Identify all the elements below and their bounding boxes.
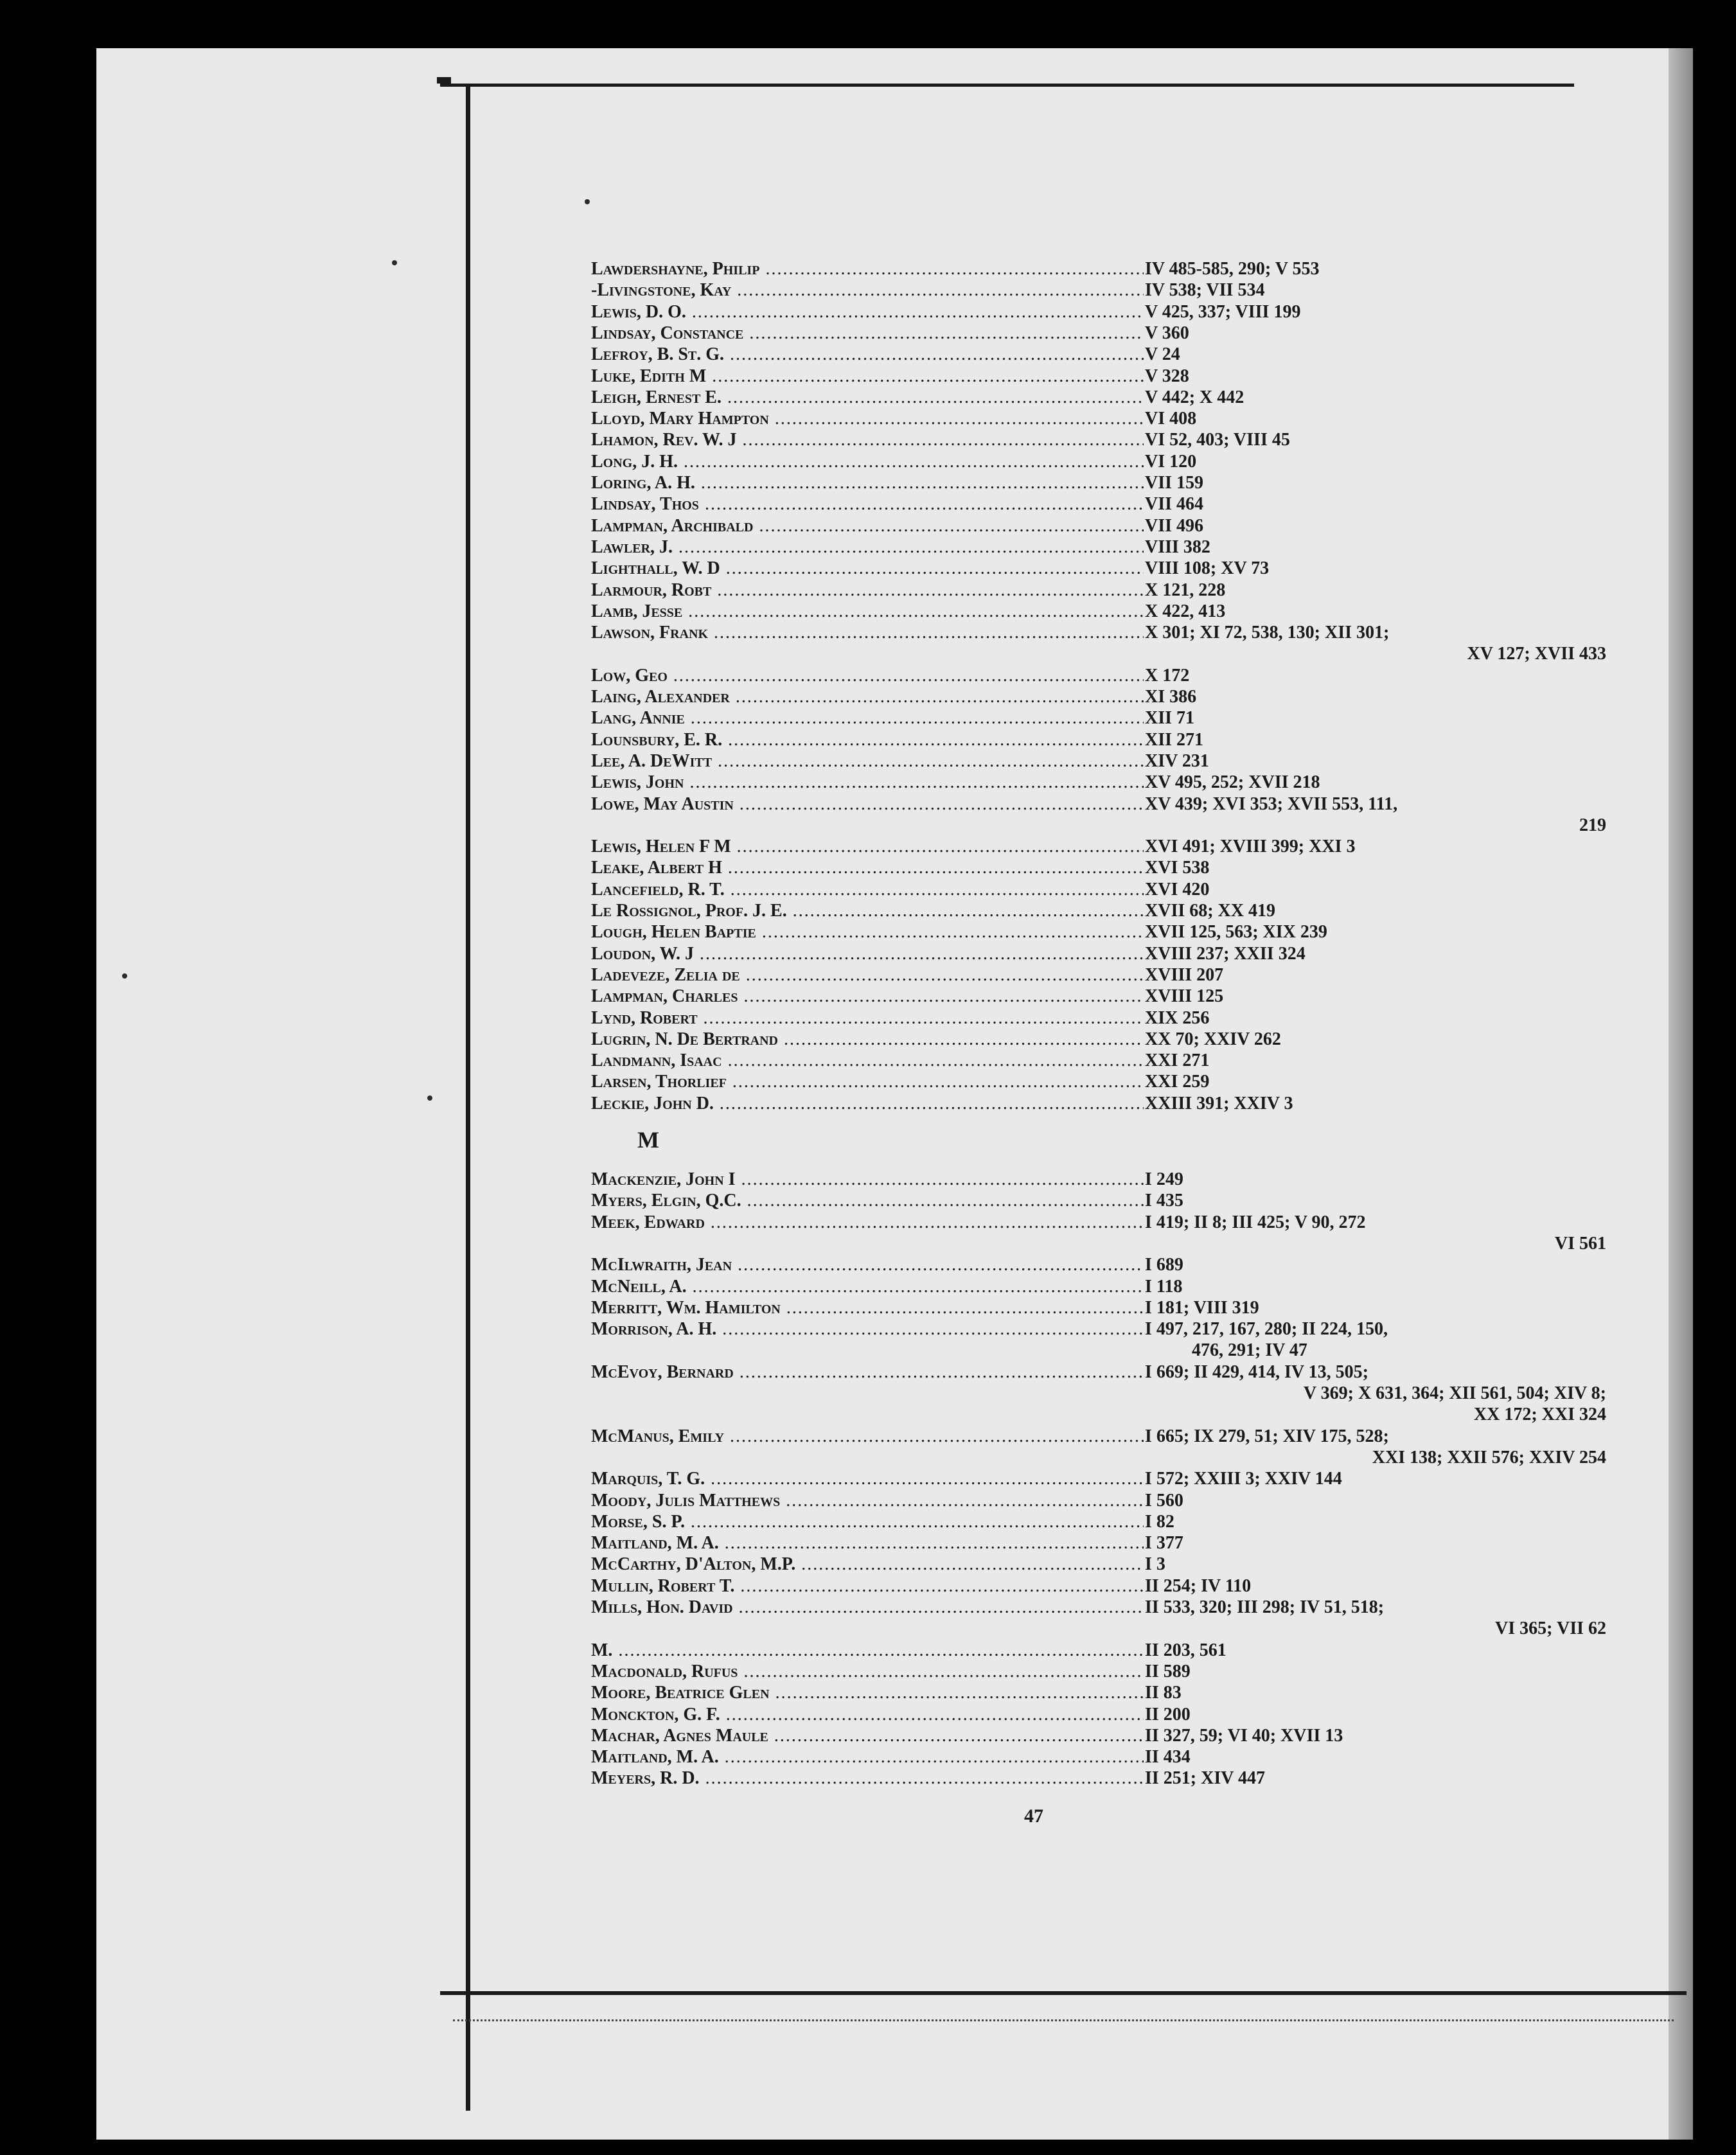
index-entry (591, 1298, 1619, 1318)
entry-name: Lloyd, Mary Hampton ..... (591, 409, 1144, 429)
entry-references: II 203, 561 (1145, 1640, 1227, 1660)
index-entry (591, 1212, 1619, 1233)
entry-name: Lamb, Jesse ..... (591, 601, 1144, 622)
entry-references: V 328 (1145, 366, 1189, 386)
entry-name: Lindsay, Thos ..... (591, 494, 1144, 515)
entry-name: Leckie, John D. ..... (591, 1094, 1144, 1114)
entry-references: XVI 538 (1145, 858, 1210, 878)
index-entry (591, 730, 1619, 750)
entry-references: XVI 491; XVIII 399; XXI 3 (1145, 837, 1356, 857)
index-entry (591, 1277, 1619, 1297)
index-entry (591, 537, 1619, 558)
entry-name: Le Rossignol, Prof. J. E. ..... (591, 901, 1144, 921)
index-entry (591, 1191, 1619, 1211)
section-heading-m: M (637, 1127, 659, 1153)
entry-name: Macdonald, Rufus ..... (591, 1662, 1144, 1682)
entry-references: XXI 271 (1145, 1051, 1210, 1071)
entry-name: Maitland, M. A. ..... (591, 1747, 1144, 1768)
entry-references: V 425, 337; VIII 199 (1145, 301, 1301, 322)
entry-references: I 377 (1145, 1533, 1183, 1554)
entry-name: Lewis, D. O. ..... (591, 302, 1144, 323)
index-entry (591, 1726, 1619, 1746)
entry-name: Morrison, A. H. ..... (591, 1319, 1144, 1340)
entry-references: XV 495, 252; XVII 218 (1145, 772, 1320, 793)
entry-name: Maitland, M. A. ..... (591, 1533, 1144, 1554)
index-entry (591, 259, 1619, 279)
entry-references: II 434 (1145, 1747, 1191, 1768)
entry-name: Lounsbury, E. R. ..... (591, 730, 1144, 750)
entry-references: V 24 (1145, 344, 1180, 365)
index-entry (591, 601, 1619, 622)
entry-references: X 172 (1145, 665, 1190, 686)
index-entry (591, 387, 1619, 408)
entry-name: Lawdershayne, Philip ..... (591, 259, 1144, 279)
index-entry (591, 1640, 1619, 1661)
entry-references: II 251; XIV 447 (1145, 1768, 1265, 1789)
index-entry (591, 944, 1619, 964)
entry-references: I 118 (1145, 1276, 1183, 1297)
index-entry (591, 1554, 1619, 1575)
entry-name: Moore, Beatrice Glen ..... (591, 1683, 1144, 1703)
index-entry (591, 430, 1619, 450)
entry-name: Moody, Julis Matthews ..... (591, 1491, 1144, 1511)
entry-name: Lefroy, B. St. G. ..... (591, 344, 1144, 365)
index-entry (591, 1362, 1619, 1383)
entry-references: XIX 256 (1145, 1007, 1210, 1028)
entry-name: Larsen, Thorlief ..... (591, 1072, 1144, 1092)
entry-references: V 360 (1145, 323, 1189, 343)
entry-references: IV 538; VII 534 (1145, 280, 1265, 301)
index-entry (591, 1169, 1619, 1190)
entry-references: I 497, 217, 167, 280; II 224, 150, (1145, 1319, 1388, 1340)
entry-references: I 435 (1145, 1191, 1183, 1211)
entry-name: Myers, Elgin, Q.C. ..... (591, 1191, 1144, 1211)
entry-references: VIII 108; XV 73 (1145, 558, 1270, 579)
entry-name: Loudon, W. J ..... (591, 944, 1144, 964)
entry-references: VII 159 (1145, 473, 1204, 493)
entry-references: II 327, 59; VI 40; XVII 13 (1145, 1725, 1343, 1746)
index-entry (591, 494, 1619, 515)
entry-name: Lugrin, N. De Bertrand ..... (591, 1029, 1144, 1050)
entry-references: I 249 (1145, 1169, 1183, 1189)
entry-references: I 419; II 8; III 425; V 90, 272 (1145, 1212, 1366, 1232)
index-entry (591, 858, 1619, 878)
index-entry (591, 1705, 1619, 1725)
entry-references: II 533, 320; III 298; IV 51, 518; (1145, 1597, 1385, 1617)
entry-references: I 689 (1145, 1255, 1183, 1275)
entry-name: Mills, Hon. David ..... (591, 1597, 1144, 1618)
index-entry (591, 1072, 1619, 1092)
entry-name: Mackenzie, John I ..... (591, 1169, 1144, 1190)
entry-name: Morse, S. P. ..... (591, 1512, 1144, 1532)
entry-references: I 82 (1145, 1511, 1174, 1532)
index-entry (591, 751, 1619, 772)
entry-name: Lhamon, Rev. W. J ..... (591, 430, 1144, 450)
entry-references-continued: XXI 138; XXII 576; XXIV 254 (1372, 1447, 1606, 1468)
entry-references: X 121, 228 (1145, 580, 1226, 600)
index-entry (591, 1662, 1619, 1682)
entry-name: Marquis, T. G. ..... (591, 1469, 1144, 1489)
entry-references: XVII 68; XX 419 (1145, 901, 1275, 921)
page-number: 47 (1024, 1805, 1043, 1827)
entry-name: Monckton, G. F. ..... (591, 1705, 1144, 1725)
entry-name: Lawler, J. ..... (591, 537, 1144, 558)
entry-name: Long, J. H. ..... (591, 452, 1144, 472)
index-entry (591, 1426, 1619, 1447)
entry-name: Lampman, Archibald ..... (591, 516, 1144, 537)
entry-references-continued: 219 (1579, 815, 1606, 835)
entry-references: I 669; II 429, 414, IV 13, 505; (1145, 1361, 1368, 1382)
entry-references-continued: VI 365; VII 62 (1495, 1618, 1606, 1639)
index-entry (591, 1512, 1619, 1532)
index-entry (591, 901, 1619, 921)
entry-references: II 200 (1145, 1704, 1191, 1725)
entry-references: XVII 125, 563; XIX 239 (1145, 922, 1327, 943)
index-entry (591, 623, 1619, 643)
index-entry (591, 1051, 1619, 1071)
entry-references-continued: V 369; X 631, 364; XII 561, 504; XIV 8; (1303, 1383, 1606, 1403)
entry-name: McEvoy, Bernard ..... (591, 1362, 1144, 1383)
index-entry (591, 1255, 1619, 1275)
entry-name: Luke, Edith M ..... (591, 366, 1144, 387)
entry-references: XXI 259 (1145, 1072, 1210, 1092)
index-entry (591, 323, 1619, 344)
index-entry (591, 1683, 1619, 1703)
entry-references: X 422, 413 (1145, 601, 1226, 621)
index-entry (591, 1008, 1619, 1029)
entry-references: VI 120 (1145, 451, 1197, 472)
index-entry (591, 1768, 1619, 1789)
entry-references: XVIII 125 (1145, 986, 1224, 1007)
index-entry (591, 516, 1619, 537)
entry-references: XVIII 237; XXII 324 (1145, 943, 1306, 964)
entry-name: McIlwraith, Jean ..... (591, 1255, 1144, 1275)
index-entry (591, 580, 1619, 601)
index-entry (591, 280, 1619, 301)
entry-references-continued: XV 127; XVII 433 (1467, 644, 1606, 664)
entry-references: II 254; IV 110 (1145, 1575, 1252, 1596)
entry-name: M. ..... (591, 1640, 1144, 1661)
entry-name: Lynd, Robert ..... (591, 1008, 1144, 1029)
entry-name: Meek, Edward ..... (591, 1212, 1144, 1233)
entry-references-continued: VI 561 (1554, 1233, 1606, 1254)
index-entry (591, 1029, 1619, 1050)
entry-name: Laing, Alexander ..... (591, 687, 1144, 707)
index-entry (591, 1094, 1619, 1114)
index-entry (591, 1597, 1619, 1618)
entry-name: Lowe, May Austin ..... (591, 794, 1144, 815)
index-entry (591, 452, 1619, 472)
scanned-page (96, 48, 1693, 2140)
entry-references: XVI 420 (1145, 879, 1210, 900)
index-entry (591, 344, 1619, 365)
entry-references: VII 464 (1145, 494, 1204, 515)
entry-name: Leigh, Ernest E. ..... (591, 387, 1144, 408)
entry-references: I 3 (1145, 1554, 1165, 1575)
entry-name: Lewis, John ..... (591, 772, 1144, 793)
index-entry (591, 473, 1619, 493)
entry-name: Mullin, Robert T. ..... (591, 1576, 1144, 1597)
index-entry (591, 558, 1619, 579)
index-entry (591, 772, 1619, 793)
index-entry (591, 1491, 1619, 1511)
entry-name: Machar, Agnes Maule ..... (591, 1726, 1144, 1746)
entry-references: V 442; X 442 (1145, 387, 1244, 407)
index-entry (591, 1576, 1619, 1597)
entry-references: XIV 231 (1145, 750, 1209, 771)
index-entry (591, 922, 1619, 943)
entry-name: Lewis, Helen F M ..... (591, 837, 1144, 857)
entry-name: Loring, A. H. ..... (591, 473, 1144, 493)
index-entry (591, 965, 1619, 986)
index-entry (591, 708, 1619, 729)
entry-name: Lee, A. DeWitt ..... (591, 751, 1144, 772)
entry-name: Merritt, Wm. Hamilton ..... (591, 1298, 1144, 1318)
entry-name: -Livingstone, Kay ..... (591, 280, 1144, 301)
entry-references: VI 52, 403; VIII 45 (1145, 430, 1290, 450)
index-entry (591, 794, 1619, 815)
entry-name: McManus, Emily ..... (591, 1426, 1144, 1447)
entry-references-continued: XX 172; XXI 324 (1473, 1405, 1606, 1425)
index-entry (591, 1747, 1619, 1768)
entry-references: VII 496 (1145, 515, 1204, 536)
entry-references: II 589 (1145, 1661, 1191, 1681)
index-entry (591, 409, 1619, 429)
entry-references: XXIII 391; XXIV 3 (1145, 1093, 1293, 1113)
entry-name: Lancefield, R. T. ..... (591, 880, 1144, 900)
index-entry (591, 366, 1619, 387)
entry-name: McNeill, A. ..... (591, 1277, 1144, 1297)
entry-references: XVIII 207 (1145, 964, 1224, 985)
index-entry (591, 302, 1619, 323)
index-entry (591, 1533, 1619, 1554)
entry-references: XII 271 (1145, 729, 1204, 750)
index-entry (591, 986, 1619, 1007)
entry-references: I 572; XXIII 3; XXIV 144 (1145, 1469, 1342, 1489)
entry-name: Meyers, R. D. ..... (591, 1768, 1144, 1789)
entry-references: I 665; IX 279, 51; XIV 175, 528; (1145, 1426, 1389, 1446)
entry-references-continued: 476, 291; IV 47 (1192, 1340, 1307, 1361)
index-entry (591, 880, 1619, 900)
entry-references: II 83 (1145, 1683, 1182, 1703)
entry-references: VI 408 (1145, 409, 1197, 429)
name-index (96, 48, 1693, 2140)
entry-name: Lough, Helen Baptie ..... (591, 922, 1144, 943)
entry-name: Lindsay, Constance ..... (591, 323, 1144, 344)
entry-name: Lighthall, W. D ..... (591, 558, 1144, 579)
index-entry (591, 837, 1619, 857)
entry-references: XX 70; XXIV 262 (1145, 1029, 1281, 1049)
entry-name: Low, Geo ..... (591, 666, 1144, 686)
entry-name: Larmour, Robt ..... (591, 580, 1144, 601)
entry-references: IV 485-585, 290; V 553 (1145, 259, 1320, 279)
index-entry (591, 687, 1619, 707)
entry-references: XII 71 (1145, 708, 1195, 729)
entry-references: I 181; VIII 319 (1145, 1297, 1259, 1318)
entry-name: McCarthy, D'Alton, M.P. ..... (591, 1554, 1144, 1575)
entry-references: XV 439; XVI 353; XVII 553, 111, (1145, 794, 1398, 814)
entry-name: Ladeveze, Zelia de ..... (591, 965, 1144, 986)
entry-name: Leake, Albert H ..... (591, 858, 1144, 878)
entry-references: XI 386 (1145, 687, 1197, 707)
entry-references: VIII 382 (1145, 537, 1210, 557)
index-entry (591, 666, 1619, 686)
entry-name: Lang, Annie ..... (591, 708, 1144, 729)
entry-references: X 301; XI 72, 538, 130; XII 301; (1145, 623, 1390, 643)
index-entry (591, 1469, 1619, 1489)
entry-name: Landmann, Isaac ..... (591, 1051, 1144, 1071)
index-entry (591, 1319, 1619, 1340)
entry-name: Lampman, Charles ..... (591, 986, 1144, 1007)
entry-references: I 560 (1145, 1490, 1183, 1511)
entry-name: Lawson, Frank ..... (591, 623, 1144, 643)
